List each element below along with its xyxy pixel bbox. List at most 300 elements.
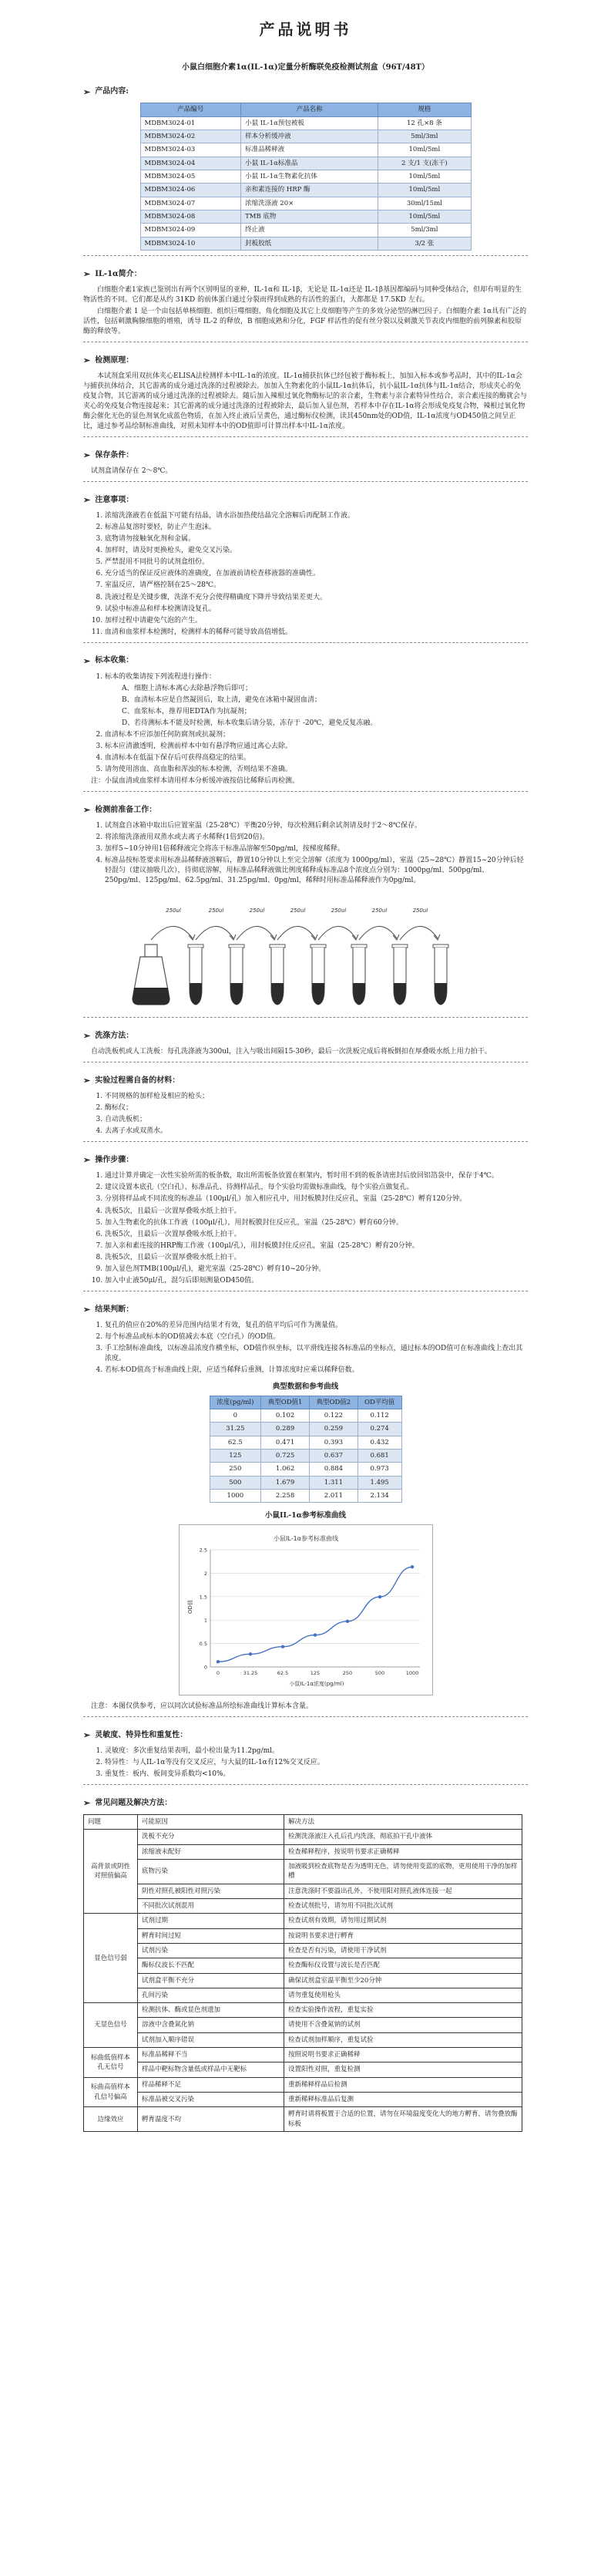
table-cell: 3/2 张: [378, 237, 471, 250]
sample-note: 注：小鼠血清或血浆样本请用样本分析缓冲液按倍比稀释后再检测。: [91, 777, 300, 786]
tube-rim: [229, 945, 244, 948]
sub-item-letter: B、: [122, 695, 134, 704]
list-item: 1. 浓缩洗涤液若在低温下可能有结晶，请水浴加热使结晶完全溶解后再配制工作液。: [105, 511, 528, 521]
cause-cell: 孵育温度不均: [138, 2107, 284, 2132]
list-item: 3. 底物请勿接触氧化剂和金属。: [105, 534, 528, 544]
solution-cell: 按照说明书要求正确稀释: [284, 2048, 522, 2062]
list-item: 4. 洗板5次，且最后一次置厚叠吸水纸上拍干。: [105, 1207, 528, 1217]
transfer-volume-label: 250ul: [249, 907, 264, 914]
list-item: 5. 严禁混用不同批号的试剂盒组份。: [105, 557, 528, 567]
list-item: 7. 室温反应，请严格控制在25～28℃。: [105, 581, 528, 591]
table-row: [140, 170, 471, 184]
tube-icon: [188, 945, 203, 1005]
table-cell: 10ml/5ml: [378, 210, 471, 223]
table-row: [210, 1463, 401, 1476]
section-trouble-heading: ➢ 常见问题及解决方法：: [83, 1798, 173, 1809]
table-cell: TMB 底物: [241, 210, 378, 223]
table-cell: 0.432: [358, 1436, 401, 1449]
arrow-bullet-icon: ➢: [83, 805, 91, 816]
cause-cell: 样品中靶标物含量低或样品中无靶标: [138, 2062, 284, 2077]
table-cell: 5ml/3ml: [378, 224, 471, 237]
table-row: [84, 2093, 522, 2107]
problem-cell: 标曲低值样本孔无信号: [84, 2048, 138, 2078]
table-cell: 小鼠 IL-1α标准品: [241, 157, 378, 170]
list-item: 8. 洗板5次，且最后一次置厚叠吸水纸上拍干。: [105, 1253, 528, 1263]
section-contents-heading: ➢ 产品内容:: [83, 86, 129, 97]
y-tick-label: 2: [203, 1570, 207, 1577]
table-cell: 0.884: [309, 1463, 358, 1476]
table-cell: MDBM3024-01: [140, 116, 241, 130]
table-cell: 2 支/1 支(冻干): [378, 157, 471, 170]
section-divider: [83, 1716, 528, 1717]
table-header-cell: 产品名称: [241, 103, 378, 116]
table-cell: 1.495: [358, 1476, 401, 1489]
x-tick-label: 62.5: [277, 1670, 288, 1677]
table-cell: 浓缩洗涤液 20×: [241, 197, 378, 210]
list-item: 1. 不同规格的加样枪及相应的枪头；: [105, 1092, 528, 1102]
sample-list: [105, 672, 528, 775]
table-cell: 5ml/3ml: [378, 130, 471, 143]
list-item: 8. 洗液过程是关键步骤，洗涤不充分会使得精确度下降并导致结果差更大。: [105, 593, 528, 603]
cause-cell: 孵育时间过短: [138, 1928, 284, 1943]
table-row: [84, 1988, 522, 2002]
cause-cell: 孔间污染: [138, 1988, 284, 2002]
intro-paragraph: 白细胞介素 1 是一个由包括单核细胞、组织巨噬细胞、角化细胞及其它上皮细胞等产生的多效分泌型的淋巴因子。白细胞介素 1α具有广泛的活性，包括刺激胸腺细胞的增殖，诱导 IL-2 的释放，B 细胞成熟和分化，FGF 样活性的促有丝分裂以及刺激关节表皮内细胞的前列腺素和胶原酶的释放等。: [83, 307, 527, 335]
wash-text: 自动洗板机或人工洗板：每孔洗涤液为300ul，注入与吸出间隔15-30秒，最后一次洗板完成后将板倒扣在厚叠吸水纸上用力拍干。: [91, 1048, 492, 1056]
solution-cell: 重新稀释样品后检测: [284, 2077, 522, 2092]
list-item: 4. 若标本OD值高于标准曲线上限，应适当稀释后重测，计算浓度时应乘以稀释倍数。: [105, 1365, 528, 1376]
sub-list-item: [122, 695, 528, 705]
list-item: 2. 酶标仪；: [105, 1103, 528, 1113]
transfer-arrow-icon: [237, 927, 274, 941]
table-row: [84, 2018, 522, 2032]
problem-cell: 边缘效应: [84, 2107, 138, 2132]
table-cell: MDBM3024-02: [140, 130, 241, 143]
table-header-cell: 解决方法: [284, 1815, 522, 1830]
table-cell: 0.259: [309, 1423, 358, 1436]
section-divider: [83, 1784, 528, 1785]
x-axis-label: 小鼠IL-1α浓度(pg/ml): [289, 1681, 344, 1688]
solution-cell: 孵育时请将板置于合适的位置，请勿在环境温度变化大的地方孵育，请勿叠放酶标板: [284, 2107, 522, 2132]
table-row: [84, 2107, 522, 2132]
list-item: 4. 血清标本在低温下保存后可获得高稳定的结果。: [105, 753, 528, 763]
list-item: 9. 加入显色剂TMB(100μl/孔)，避光室温（25-28℃）孵育10~20分钟。: [105, 1264, 528, 1275]
y-tick-label: 1: [203, 1617, 207, 1624]
transfer-arrow-icon: [318, 927, 356, 941]
tube-rim: [270, 945, 285, 948]
storage-text: 试剂盒请保存在 2～8℃。: [91, 467, 173, 476]
arrow-bullet-icon: ➢: [83, 1076, 91, 1086]
data-point: [248, 1652, 251, 1655]
list-item: 2. 特异性：与人IL-1α等没有交叉反应，与大鼠的IL-1α有12%交叉反应。: [105, 1758, 528, 1768]
table-cell: 0.725: [261, 1450, 310, 1463]
arrow-bullet-icon: ➢: [83, 1304, 91, 1315]
x-tick-label: 500: [374, 1670, 384, 1677]
series-line: [218, 1567, 412, 1662]
troubleshooting-table: [83, 1814, 522, 2132]
table-row: [140, 197, 471, 210]
list-item: 3. 分别将样品或不同浓度的标准品（100μl/孔）加入相应孔中，用封板膜封住反应孔，室温（25-28℃）孵育120分钟。: [105, 1194, 528, 1204]
table-cell: 小鼠 IL-1α生物素化抗体: [241, 170, 378, 184]
table-header-cell: 典型OD值2: [309, 1396, 358, 1409]
data-point: [216, 1660, 219, 1663]
section-intro-heading: ➢ IL-1α简介：: [83, 268, 142, 279]
table-cell: 500: [210, 1476, 261, 1489]
table-header-cell: 规格: [378, 103, 471, 116]
table-header-cell: 可能原因: [138, 1815, 284, 1830]
table-cell: 10ml/5ml: [378, 170, 471, 184]
table-cell: MDBM3024-05: [140, 170, 241, 184]
table-cell: 250: [210, 1463, 261, 1476]
tube-icon: [433, 945, 448, 1005]
intro-paragraph: 白细胞介素1家族已鉴别出有两个区别明显的亚种，IL-1α和 IL-1β，无论是 IL-1α还是 IL-1β基因都编码与同种受体结合，但却有明显的生物活性的不同。它们都是从约 31KD 的前体蛋白通过分裂而得到成熟的有活性的蛋白，大都都是 17.5KD 左右。: [83, 285, 522, 304]
section-principle-heading: ➢ 检测原理：: [83, 355, 134, 366]
data-point: [378, 1595, 381, 1598]
table-cell: 0.274: [358, 1423, 401, 1436]
table-row: [84, 2048, 522, 2062]
solution-cell: 请勿重复使用枪头: [284, 1988, 522, 2002]
table-header-cell: 问题: [84, 1815, 138, 1830]
dilution-diagram: [125, 897, 487, 1012]
section-result-heading: ➢ 结果判断：: [83, 1304, 134, 1315]
solution-cell: 重新稀释标准品后复测: [284, 2093, 522, 2107]
sub-item-text: 血清标本应是自然凝固后，取上清，避免在冰箱中凝固血清；: [134, 695, 322, 704]
sub-item-letter: C、: [122, 707, 134, 716]
list-item: 2. 标准品复溶时要轻，防止产生泡沫。: [105, 523, 528, 533]
table-row: [84, 1830, 522, 1844]
table-cell: MDBM3024-03: [140, 143, 241, 157]
notice-list: [105, 511, 528, 638]
cause-cell: 样品稀释不足: [138, 2077, 284, 2092]
sensitivity-list: [105, 1746, 528, 1780]
tube-icon: [270, 945, 285, 1005]
section-divider: [83, 642, 528, 643]
solution-cell: 检查是否有污染，请使用干净试剂: [284, 1943, 522, 1958]
solution-cell: 设置阳性对照，重复检测: [284, 2062, 522, 2077]
materials-list: [105, 1092, 528, 1136]
table-row: [84, 2077, 522, 2092]
principle-text: 本试剂盒采用双抗体夹心ELISA法检测样本中IL-1α的浓度。IL-1α捕获抗体已经包被于酶标板上，加加入标本或参考品时，其中的IL-1α会与捕获抗体结合，其它游离的成分通过洗涤的过程被除去。加加入生物素化的小鼠IL-1α抗体后，抗小鼠IL-1α抗体与IL-1α结合，形成夹心的免疫复合物，其它游离的成分通过洗涤的过程被除去。随后加入辣根过氧化物酶标记的亲合素，生物素与亲合素特异性结合，亲合素连接的酶就会与夹心的免疫复合物连接起来；其它游离的成分通过洗涤的过程被除去，最后加入显色剂，若样本中存在IL-1α将会形成免疫复合物，辣根过氧化物酶会催化无色的显色剂氧化成蓝色物质，在加入终止液后呈黄色，通过酶标仪检测，读其450nm处的OD值，IL-1α浓度与OD450值之间呈正比，通过参考品绘制标准曲线，对照未知样本中的OD值即可计算出样本中IL-1α浓度。: [83, 372, 528, 431]
list-item: 2. 建议设置本底孔（空白孔）、标准品孔、待测样品孔，每个实验均需做标准曲线，每个实验点做复孔。: [105, 1183, 528, 1193]
table-cell: 小鼠 IL-1α预包被板: [241, 116, 378, 130]
sub-item-text: 血浆标本，推荐用EDTA作为抗凝剂；: [134, 707, 251, 716]
solution-cell: 检测洗涤液注入孔后孔内洗涤，彻底拍干孔中液体: [284, 1830, 522, 1844]
list-item: 9. 试验中标准品和样本检测请设复孔。: [105, 604, 528, 615]
chart-inner-title: 小鼠IL-1α参考标准曲线: [273, 1535, 338, 1543]
arrow-bullet-icon: ➢: [83, 1730, 91, 1741]
section-divider: [83, 1141, 528, 1142]
solution-cell: 注意洗涤时不要溢出孔外，不使用阳对照孔液体连接一起: [284, 1884, 522, 1898]
transfer-arrow-icon: [400, 927, 438, 941]
arrow-bullet-icon: ➢: [83, 268, 91, 279]
solution-cell: 检查试剂批号，请勿用不同批次试剂: [284, 1898, 522, 1913]
list-item: 1. 标本的收集请按下列流程进行操作： A、细胞上清标本离心去除悬浮物后即可； B、血清标本应是自然凝固后，取上清，避免在冰箱中凝固血清； C、血浆标本，推荐用EDTA作为抗凝剂； D、若待测标本不能及时检测，标本收集后请分装，冻存于 -20℃，避免反复冻融。: [105, 672, 528, 729]
x-tick-label: 125: [310, 1670, 320, 1677]
transfer-arrow-icon: [277, 927, 315, 941]
arrow-bullet-icon: ➢: [83, 86, 91, 97]
x-tick-label: 1000: [405, 1670, 418, 1677]
table-row: [84, 1928, 522, 1943]
list-item: 6. 充分适当的保证反应液体的准确度，在加液前请检查移液器的准确性。: [105, 569, 528, 579]
sample-sub-list: [122, 684, 528, 729]
table-cell: 终止液: [241, 224, 378, 237]
table-cell: MDBM3024-06: [140, 184, 241, 197]
list-item: 3. 自动洗板机；: [105, 1115, 528, 1125]
std-table-title: 典型数据和参考曲线: [272, 1382, 339, 1392]
table-row: [84, 1860, 522, 1884]
table-cell: 1.311: [309, 1476, 358, 1489]
list-item: 11. 血清和血浆样本检测时，检测样本的稀释可能导致高值增低。: [105, 628, 528, 638]
table-row: [210, 1436, 401, 1449]
y-tick-label: 1.5: [199, 1594, 207, 1601]
cause-cell: 酶标仪波长不匹配: [138, 1958, 284, 1973]
table-cell: 0.122: [309, 1409, 358, 1423]
list-item: 3. 重复性：板内、板间变异系数均<10%。: [105, 1770, 528, 1780]
tube-rim: [311, 945, 326, 948]
curve-svg: [184, 1530, 428, 1690]
tube-rim: [351, 945, 367, 948]
list-item: 3. 标本应清澈透明，检测前样本中如有悬浮物应通过离心去除。: [105, 742, 528, 752]
table-row: [210, 1489, 401, 1502]
table-cell: 0.112: [358, 1409, 401, 1423]
table-cell: 0.681: [358, 1450, 401, 1463]
sub-item-letter: A、: [122, 684, 134, 692]
list-item: 10. 加入中止液50μl/孔，混匀后即刻测量OD450值。: [105, 1276, 528, 1286]
cause-cell: 试剂盒平衡不充分: [138, 1973, 284, 1988]
table-row: [140, 116, 471, 130]
list-item: 4. 标准品按标签要求用标准品稀释液溶解后，静置10分钟以上至完全溶解（浓度为 1000pg/ml），室温（25~28℃）静置15~20分钟后轻轻混匀（建议抽吸几次），待彻底溶解，用标准品稀释液做比例度稀释成标准品8个浓度点分别为：1000pg/ml、500pg/ml、250pg/ml、125pg/ml、62.5pg/ml、31.25pg/ml、0pg/ml，稀释时用标准品稀释液作为0pg/ml。: [105, 856, 528, 886]
list-item: 1. 复孔的值应在20%的差异范围内结果才有效，复孔的值平均后可作为测量值。: [105, 1321, 528, 1331]
cause-cell: 标准品被交叉污染: [138, 2093, 284, 2107]
table-cell: 12 孔×8 条: [378, 116, 471, 130]
list-item: 10. 加样过程中请避免气泡的产生。: [105, 616, 528, 626]
cause-cell: 浓缩液未配好: [138, 1844, 284, 1859]
table-cell: 亲和素连接的 HRP 酶: [241, 184, 378, 197]
table-cell: 0: [210, 1409, 261, 1423]
list-item: 1. 灵敏度：多次重复结果表明，最小检出量为11.2pg/ml。: [105, 1746, 528, 1756]
cause-cell: 底物污染: [138, 1860, 284, 1884]
section-steps-heading: ➢ 操作步骤：: [83, 1155, 134, 1166]
list-item: 2. 每个标准品或标本的OD值减去本底（空白孔）的OD值。: [105, 1332, 528, 1342]
y-tick-label: 0: [203, 1664, 207, 1671]
table-cell: 1.062: [261, 1463, 310, 1476]
x-tick-label: 31.25: [243, 1670, 257, 1677]
data-point: [345, 1620, 348, 1623]
section-wash-heading: ➢ 洗涤方法：: [83, 1031, 134, 1042]
table-cell: 1000: [210, 1489, 261, 1502]
sub-list-item: [122, 707, 528, 717]
transfer-arrow-icon: [359, 927, 397, 941]
solution-cell: 检查试剂有效期，请勿用过期试剂: [284, 1914, 522, 1928]
problem-cell: 高背景或阴性对照值偏高: [84, 1830, 138, 1914]
x-tick-label: 250: [342, 1670, 352, 1677]
tube-icon: [311, 945, 326, 1005]
table-cell: 10ml/5ml: [378, 143, 471, 157]
section-notice-heading: ➢ 注意事项：: [83, 495, 134, 506]
table-header-cell: OD平均值: [358, 1396, 401, 1409]
table-row: [210, 1409, 401, 1423]
table-row: [84, 1943, 522, 1958]
arrow-bullet-icon: ➢: [83, 495, 91, 506]
tube-rim: [392, 945, 408, 948]
cause-cell: 洗板不充分: [138, 1830, 284, 1844]
table-cell: MDBM3024-09: [140, 224, 241, 237]
table-row: [140, 237, 471, 250]
transfer-volume-label: 250ul: [412, 907, 428, 914]
cause-cell: 试剂污染: [138, 1943, 284, 1958]
transfer-arrow-icon: [196, 927, 233, 941]
tube-icon: [351, 945, 367, 1005]
transfer-volume-label: 250ul: [290, 907, 305, 914]
table-row: [84, 2062, 522, 2077]
section-divider: [83, 481, 528, 482]
solution-cell: 检查稀释程序，按说明书要求正确稀释: [284, 1844, 522, 1859]
sub-item-text: 若待测标本不能及时检测，标本收集后请分装，冻存于 -20℃，避免反复冻融。: [134, 719, 378, 727]
list-item: 1. 试剂盒自冰箱中取出后应置室温（25-28℃）平衡20分钟，每次检测后剩余试剂请及时于2～8℃保存。: [105, 821, 528, 831]
table-row: [84, 1844, 522, 1859]
data-point: [410, 1565, 413, 1568]
list-item: 4. 去离子水或双蒸水。: [105, 1126, 528, 1136]
solution-cell: 按说明书要求进行孵育: [284, 1928, 522, 1943]
solution-cell: 请使用不含叠氮钠的试剂: [284, 2018, 522, 2032]
y-tick-label: 2.5: [199, 1547, 207, 1554]
table-cell: 30ml/15ml: [378, 197, 471, 210]
result-list: [105, 1321, 528, 1376]
cause-cell: 溶液中含叠氮化钠: [138, 2018, 284, 2032]
y-axis-label: OD值: [186, 1600, 193, 1614]
table-cell: MDBM3024-08: [140, 210, 241, 223]
section-divider: [83, 255, 528, 256]
tube-rim: [188, 945, 203, 948]
cause-cell: 试剂过期: [138, 1914, 284, 1928]
table-cell: 1.679: [261, 1476, 310, 1489]
problem-cell: 标曲高值样本孔信号偏高: [84, 2077, 138, 2107]
table-row: [210, 1476, 401, 1489]
transfer-volume-label: 250ul: [208, 907, 223, 914]
table-cell: 2.011: [309, 1489, 358, 1502]
table-row: [140, 224, 471, 237]
arrow-bullet-icon: ➢: [83, 355, 91, 366]
section-prep-heading: ➢ 检测前准备工作：: [83, 805, 157, 816]
table-header-cell: 产品编号: [140, 103, 241, 116]
table-cell: 标准品稀释液: [241, 143, 378, 157]
section-divider: [83, 436, 528, 437]
tube-icon: [229, 945, 244, 1005]
tube-rim: [433, 945, 448, 948]
arrow-bullet-icon: ➢: [83, 450, 91, 461]
table-cell: 样本分析缓冲液: [241, 130, 378, 143]
table-cell: 0.471: [261, 1436, 310, 1449]
table-cell: 0.973: [358, 1463, 401, 1476]
table-row: [140, 130, 471, 143]
table-row: [84, 1958, 522, 1973]
section-divider: [83, 1017, 528, 1018]
prep-list: [105, 821, 528, 886]
table-row: [140, 184, 471, 197]
table-cell: 0.637: [309, 1450, 358, 1463]
cause-cell: 不同批次试剂混用: [138, 1898, 284, 1913]
stock-bottle-icon: [133, 945, 170, 1005]
section-sample-heading: ➢ 标本收集：: [83, 655, 134, 666]
table-cell: 62.5: [210, 1436, 261, 1449]
transfer-volume-label: 250ul: [331, 907, 346, 914]
arrow-bullet-icon: ➢: [83, 1031, 91, 1042]
table-header-cell: 典型OD值1: [261, 1396, 310, 1409]
standard-data-table: [210, 1396, 402, 1504]
transfer-volume-label: 250ul: [371, 907, 387, 914]
section-divider: [83, 791, 528, 792]
table-row: [84, 1914, 522, 1928]
arrow-bullet-icon: ➢: [83, 655, 91, 666]
solution-cell: 确保试剂盒室温平衡至少20分钟: [284, 1973, 522, 1988]
problem-cell: 显色信号弱: [84, 1914, 138, 2003]
table-cell: MDBM3024-04: [140, 157, 241, 170]
list-item: 6. 洗板5次，且最后一次置厚叠吸水纸上拍干。: [105, 1230, 528, 1240]
arrow-bullet-icon: ➢: [83, 1798, 91, 1809]
y-tick-label: 0.5: [199, 1641, 207, 1648]
x-tick-label: 0: [216, 1670, 220, 1677]
table-row: [210, 1423, 401, 1436]
cause-cell: 试剂加入顺序错误: [138, 2032, 284, 2047]
kit-contents-table: [140, 103, 472, 250]
steps-list: [105, 1171, 528, 1285]
table-cell: 31.25: [210, 1423, 261, 1436]
transfer-volume-label: 250ul: [165, 907, 181, 914]
section-sensitivity-heading: ➢ 灵敏度、特异性和重复性：: [83, 1730, 188, 1741]
table-row: [84, 1973, 522, 1988]
list-item: 5. 加入生物素化的抗体工作液（100μl/孔），用封板膜封住反应孔，室温（25-28℃）孵育60分钟。: [105, 1218, 528, 1228]
table-row: [84, 2003, 522, 2018]
list-item: 5. 请勿使用溶血、高血脂和浑浊的标本检测，否则结果不准确。: [105, 765, 528, 775]
table-cell: MDBM3024-07: [140, 197, 241, 210]
tube-icon: [392, 945, 408, 1005]
table-cell: 125: [210, 1450, 261, 1463]
section-storage-heading: ➢ 保存条件：: [83, 450, 134, 461]
table-row: [84, 1898, 522, 1913]
solution-cell: 检查实验操作流程，重复实验: [284, 2003, 522, 2018]
list-item: 7. 加入亲和素连接的HRP酶工作液（100μl/孔），用封板膜封住反应孔，室温（25-28℃）孵育20分钟。: [105, 1241, 528, 1251]
section-materials-heading: ➢ 实验过程需自备的材料：: [83, 1076, 180, 1086]
cause-cell: 标准品稀释不当: [138, 2048, 284, 2062]
list-item: 2. 血清标本不应添加任何防腐剂或抗凝剂；: [105, 730, 528, 740]
solution-cell: 检查酶标仪设置与波长是否匹配: [284, 1958, 522, 1973]
table-row: [210, 1450, 401, 1463]
standard-curve-chart: [179, 1524, 433, 1695]
table-cell: 封板胶纸: [241, 237, 378, 250]
solution-cell: 检查试剂加样顺序，重复试验: [284, 2032, 522, 2047]
table-cell: 2.258: [261, 1489, 310, 1502]
curve-title: 小鼠IL-1α参考标准曲线: [265, 1511, 346, 1520]
transfer-arrow-icon: [151, 927, 193, 941]
data-point: [313, 1633, 316, 1636]
cause-cell: 阴性对照孔被阳性对照污染: [138, 1884, 284, 1898]
table-row: [140, 157, 471, 170]
cause-cell: 检测抗体、酶或显色剂遗加: [138, 2003, 284, 2018]
list-item: 3. 手工绘制标准曲线，以标准品浓度作横坐标，OD值作纵坐标，以平滑线连接各标准品的坐标点，通过标本的OD值可在标准曲线上查出其浓度。: [105, 1344, 528, 1364]
chart-note: 注意：本图仅供参考，应以同次试验标准品所绘标准曲线计算标本含量。: [91, 1702, 314, 1711]
solution-cell: 加液吸到检查底物是否为透明无色，请勿使用变蓝的底物，更用使用干净的加样槽: [284, 1860, 522, 1884]
data-point: [280, 1645, 284, 1648]
table-row: [84, 1884, 522, 1898]
sub-list-item: [122, 684, 528, 694]
table-row: [140, 210, 471, 223]
list-item: 2. 将浓缩洗涤液用双蒸水或去离子水稀释(1倍到20倍)。: [105, 833, 528, 843]
table-row: [140, 143, 471, 157]
product-subtitle: 小鼠白细胞介素1α(IL-1α)定量分析酶联免疫检测试剂盒（96T/48T）: [182, 63, 429, 72]
arrow-bullet-icon: ➢: [83, 1155, 91, 1166]
table-row: [84, 2032, 522, 2047]
table-cell: 0.289: [261, 1423, 310, 1436]
